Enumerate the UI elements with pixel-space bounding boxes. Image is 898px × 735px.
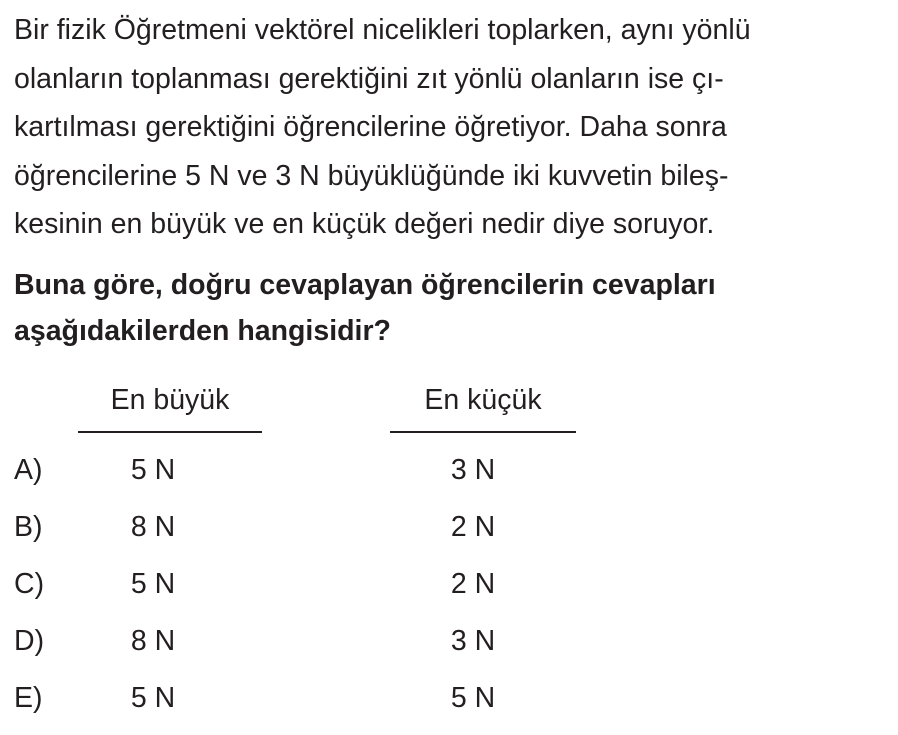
option-largest-value: 8 N [130, 625, 176, 657]
stem-line: kesinin en büyük ve en küçük değeri nedir diye soruyor. [14, 208, 715, 240]
option-letter: E) [14, 682, 43, 714]
stem-line: Bir fizik Öğretmeni vektörel nicelikleri toplarken, aynı yönlü [14, 14, 751, 46]
option-letter: B) [14, 511, 43, 543]
option-largest-value: 5 N [130, 454, 176, 486]
option-largest-value: 5 N [130, 682, 176, 714]
option-smallest-value: 5 N [450, 682, 496, 714]
option-largest-value: 8 N [130, 511, 176, 543]
stem-line: olanların toplanması gerektiğini zıt yönlü olanların ise çı- [14, 62, 724, 95]
stem-line: kartılması gerektiğini öğrencilerine öğretiyor. Daha sonra [14, 111, 727, 143]
option-e[interactable] [0, 676, 898, 720]
option-b[interactable] [0, 505, 898, 549]
prompt-line: Buna göre, doğru cevaplayan öğrencilerin cevapları [14, 269, 716, 301]
option-a[interactable] [0, 448, 898, 492]
header-rule-smallest [390, 431, 576, 433]
option-smallest-value: 3 N [450, 625, 496, 657]
option-c[interactable] [0, 562, 898, 606]
option-letter: C) [14, 568, 45, 600]
stem-line: öğrencilerine 5 N ve 3 N büyüklüğünde iki kuvvetin bileş- [14, 159, 729, 192]
header-smallest: En küçük [424, 384, 542, 416]
prompt-line: aşağıdakilerden hangisidir? [14, 314, 391, 347]
question-prompt [14, 263, 864, 354]
option-letter: A) [14, 454, 43, 486]
question-stem [14, 6, 864, 249]
option-d[interactable] [0, 619, 898, 663]
header-rule-largest [78, 431, 262, 433]
option-smallest-value: 2 N [450, 511, 496, 543]
option-letter: D) [14, 625, 45, 657]
option-smallest-value: 2 N [450, 568, 496, 600]
option-largest-value: 5 N [130, 568, 176, 600]
option-smallest-value: 3 N [450, 454, 496, 486]
header-largest: En büyük [110, 384, 230, 416]
